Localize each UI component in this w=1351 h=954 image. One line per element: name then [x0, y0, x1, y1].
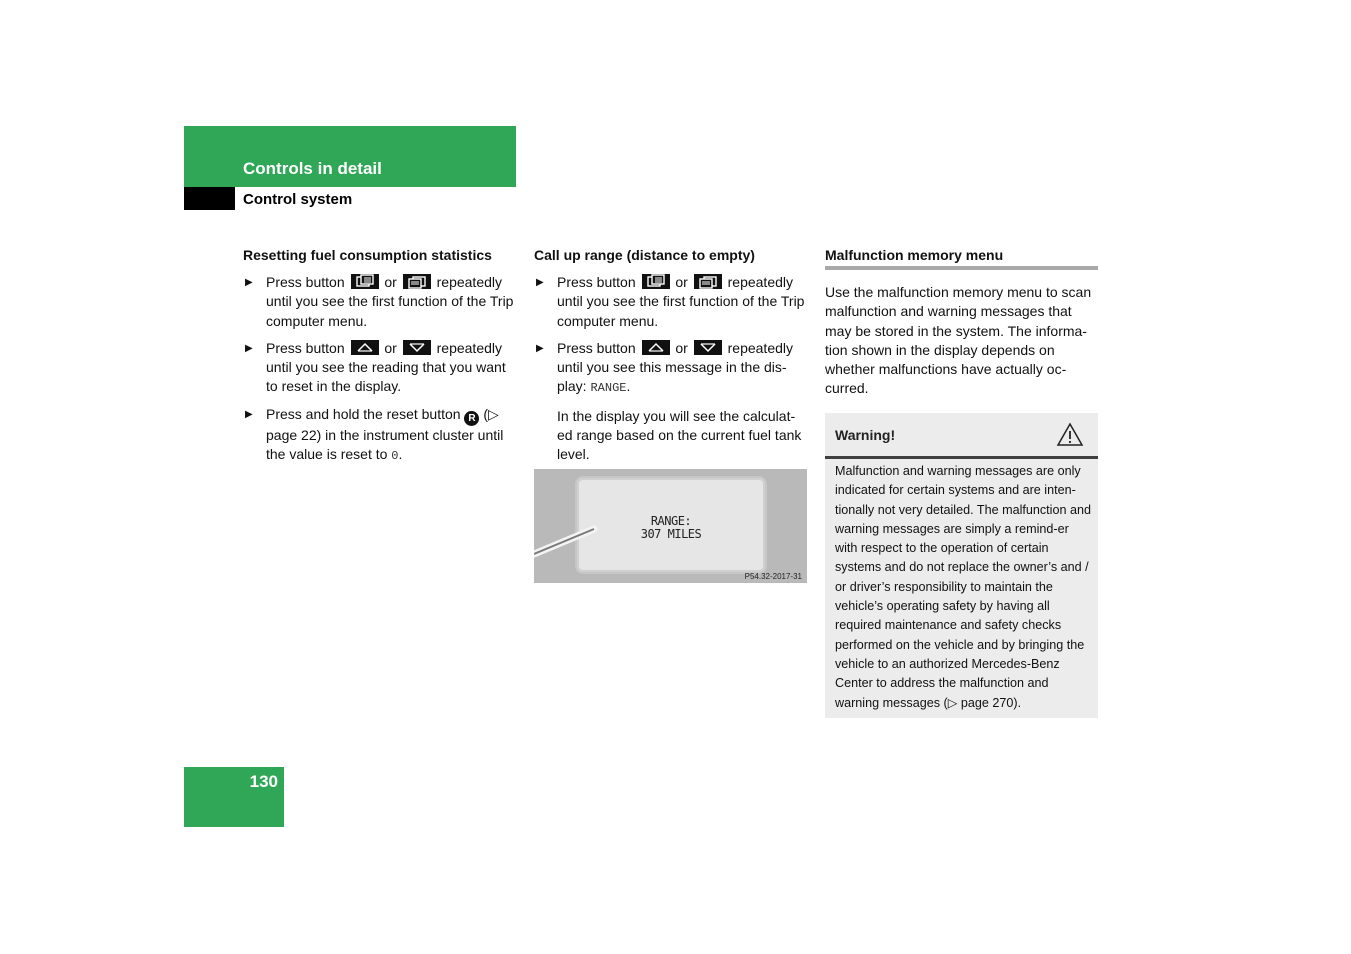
down-button-icon: [694, 340, 722, 355]
step-item: ▶ Press and hold the reset button R (▷ page 22) in the instrument cluster until the value is reset to 0.: [245, 405, 504, 464]
warning-triangle-icon: [1056, 422, 1084, 447]
step-item: ▶ Press button or repeatedly until you see the first function of the Trip computer menu.: [245, 274, 514, 329]
section-title: Controls in detail: [243, 159, 382, 178]
header-marker: [184, 187, 235, 210]
lcd-line-1: RANGE:: [650, 514, 692, 528]
pointer-stylus-icon: [534, 521, 604, 561]
menu-back-button-icon: [351, 274, 379, 289]
step-item: ▶ Press button or repeatedly until you see this message in the dis-play: RANGE.: [536, 339, 794, 396]
warning-divider: [825, 456, 1098, 459]
malfunction-intro: Use the malfunction memory menu to scan malfunction and warning messages that may be stored in the system. The informa-tion shown in the display depends on whether malfunctions have actually oc-curred.: [825, 284, 1092, 397]
heading-malfunction: Malfunction memory menu: [825, 247, 1004, 263]
range-display-value: RANGE: [590, 381, 627, 396]
heading-range: Call up range (distance to empty): [534, 247, 755, 263]
lcd-line-2: 307 MILES: [640, 527, 702, 541]
menu-back-button-icon: [642, 274, 670, 289]
range-display-illustration: [534, 469, 807, 583]
bullet-icon: ▶: [245, 277, 253, 288]
page-number-tab: [184, 767, 284, 827]
bullet-icon: ▶: [536, 277, 544, 288]
bullet-icon: ▶: [245, 342, 253, 354]
subsection-title: Control system: [243, 191, 353, 208]
step-item: ▶ Press button or repeatedly until you see the reading that you want to reset in the display.: [245, 339, 506, 395]
heading-rule: [825, 266, 1098, 270]
step-item: ▶ Press button or repeatedly until you see the first function of the Trip computer menu.: [536, 274, 805, 329]
up-button-icon: [642, 340, 670, 355]
warning-text: Malfunction and warning messages are only indicated for certain systems and are inten-tionally not very detailed. The malfunction and warning messages are simply a remind-er with respect to the operation of certain systems and do not replace the owner’s and / or driver’s responsibility to maintain the vehicle’s operating safety by having all required maintenance and safety checks performed on the vehicle and by bringing the vehicle to an authorized Mercedes-Benz Center to address the malfunction and warning messages (▷ page 270).: [835, 464, 1091, 710]
heading-reset-stats: Resetting fuel consumption statistics: [243, 247, 492, 263]
up-button-icon: [351, 340, 379, 355]
reset-value: 0: [391, 449, 399, 464]
page-number: 130: [249, 772, 278, 791]
reset-button-icon: R: [464, 411, 479, 426]
bullet-icon: ▶: [536, 342, 544, 354]
warning-title: Warning!: [835, 427, 896, 443]
menu-forward-button-icon: [694, 274, 722, 289]
bullet-icon: ▶: [245, 408, 253, 420]
column-range: [534, 246, 809, 473]
warning-box: [825, 413, 1098, 718]
menu-forward-button-icon: [403, 274, 431, 289]
down-button-icon: [403, 340, 431, 355]
lcd-screen: [577, 478, 765, 572]
range-description: In the display you will see the calculat-ed range based on the current fuel tank level.: [557, 407, 802, 463]
figure-code: P54.32-2017-31: [744, 572, 802, 581]
column-reset-stats: [243, 246, 518, 474]
